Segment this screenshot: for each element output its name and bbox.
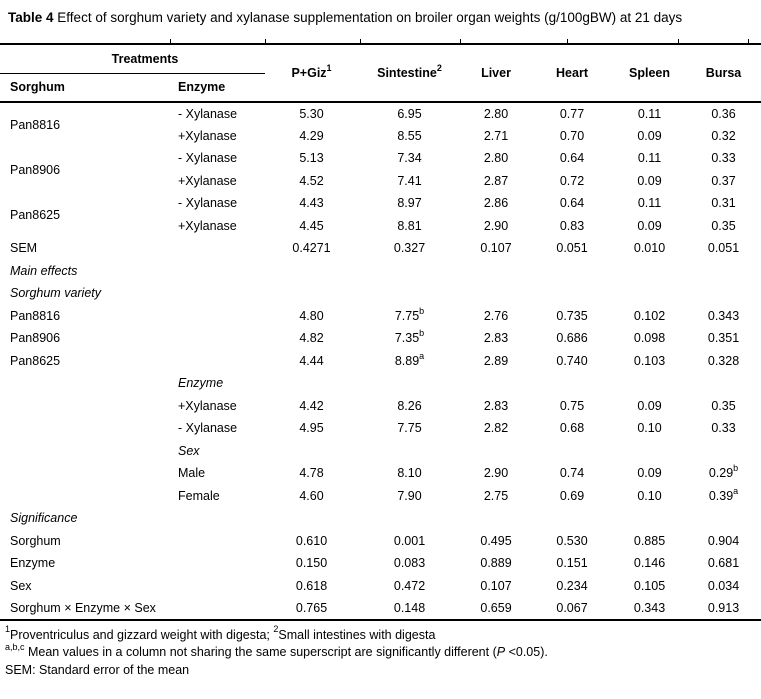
value-cell: 0.530 xyxy=(556,533,588,548)
value-cell: 8.97 xyxy=(397,196,422,211)
value-cell: 0.09 xyxy=(637,398,662,413)
value-cell: 2.83 xyxy=(483,398,509,413)
table-row xyxy=(0,417,761,440)
organ-header-label: Bursa xyxy=(705,66,742,80)
sorghum-cell: SEM xyxy=(10,241,38,256)
value-cell: 2.80 xyxy=(483,151,509,166)
enzyme-cell: - Xylanase xyxy=(178,151,238,166)
value-cell: 2.76 xyxy=(483,308,509,323)
value-cell: 0.659 xyxy=(480,600,512,615)
table-row xyxy=(0,597,761,620)
table-number: Table 4 xyxy=(8,10,54,25)
value-cell: 4.52 xyxy=(299,173,324,188)
sorghum-cell: Pan8625 xyxy=(10,353,61,368)
value-cell: 4.95 xyxy=(299,421,324,436)
value-cell: 8.26 xyxy=(397,398,422,413)
table-container xyxy=(0,43,761,621)
organ-header-liver xyxy=(461,44,531,102)
enzyme-cell xyxy=(170,552,265,575)
value-cell: 2.89 xyxy=(483,353,509,368)
table-caption xyxy=(0,0,761,27)
value-cell: 2.75 xyxy=(483,488,509,503)
enzyme-cell xyxy=(170,237,265,260)
value-cell: 0.102 xyxy=(633,308,666,323)
table-row xyxy=(0,237,761,260)
value-cell: 0.107 xyxy=(480,578,512,593)
table-row xyxy=(0,282,761,305)
value-cell: 0.740 xyxy=(556,353,588,368)
value-cell: 0.70 xyxy=(559,128,585,143)
value-cell: 2.90 xyxy=(483,466,509,481)
table-caption-text: Effect of sorghum variety and xylanase supplementation on broiler organ weights (g/100gBW) at 21 days xyxy=(57,10,683,25)
section-label: Sorghum variety xyxy=(10,286,102,301)
value-cell: 4.45 xyxy=(299,218,324,233)
value-cell: 7.75 xyxy=(397,421,422,436)
value-cell: 0.37 xyxy=(711,173,736,188)
value-cell: 8.55 xyxy=(397,128,422,143)
table-body xyxy=(0,102,761,620)
value-cell: 7.35$^b$ xyxy=(394,328,425,346)
value-cell: 0.001 xyxy=(393,533,426,548)
value-cell: 7.34 xyxy=(397,151,422,166)
sorghum-cell xyxy=(0,462,170,485)
value-cell: 0.31 xyxy=(711,196,736,211)
section-label: Enzyme xyxy=(178,376,224,391)
value-cell: 0.68 xyxy=(559,421,585,436)
value-cell: 4.80 xyxy=(299,308,324,323)
value-cell: 4.60 xyxy=(299,488,324,503)
sorghum-cell xyxy=(0,417,170,440)
value-cell: 0.09 xyxy=(637,466,662,481)
enzyme-column-header: Enzyme xyxy=(178,80,226,95)
value-cell: 0.889 xyxy=(480,556,512,571)
value-cell: 0.150 xyxy=(295,556,328,571)
value-cell: 2.90 xyxy=(483,218,509,233)
value-cell: 6.95 xyxy=(397,106,422,121)
enzyme-cell xyxy=(170,530,265,553)
significance-superscript: a xyxy=(733,485,739,496)
value-cell: 2.87 xyxy=(483,173,509,188)
enzyme-cell: +Xylanase xyxy=(178,173,237,188)
value-cell: 0.33 xyxy=(711,151,736,166)
enzyme-cell: +Xylanase xyxy=(178,128,237,143)
value-cell: 0.36 xyxy=(711,106,736,121)
sorghum-cell: Sorghum xyxy=(10,533,61,548)
organ-header-bursa xyxy=(686,44,761,102)
significance-superscript: b xyxy=(419,305,425,316)
table-row xyxy=(0,102,761,125)
value-cell: 0.39$^a$ xyxy=(708,485,739,503)
table-row xyxy=(0,147,761,170)
value-cell: 2.86 xyxy=(483,196,509,211)
value-cell: 4.42 xyxy=(299,398,324,413)
value-cell: 0.351 xyxy=(707,331,740,346)
value-cell: 4.78 xyxy=(299,466,324,481)
sorghum-cell xyxy=(0,485,170,508)
enzyme-cell xyxy=(170,597,265,620)
table-row xyxy=(0,327,761,350)
value-cell: 8.89$^a$ xyxy=(394,350,425,368)
value-cell: 0.686 xyxy=(556,331,588,346)
sorghum-cell: Pan8816 xyxy=(10,118,61,132)
value-cell: 0.09 xyxy=(637,128,662,143)
sorghum-cell xyxy=(0,395,170,418)
value-cell: 0.151 xyxy=(556,556,588,571)
value-cell: 0.09 xyxy=(637,218,662,233)
value-cell: 0.103 xyxy=(633,353,666,368)
value-cell: 2.82 xyxy=(483,421,509,436)
organ-header-spleen xyxy=(613,44,686,102)
value-cell: 4.82 xyxy=(299,331,324,346)
value-cell: 7.75$^b$ xyxy=(394,305,425,323)
value-cell: 0.33 xyxy=(711,421,736,436)
table-row xyxy=(0,305,761,328)
value-cell: 0.328 xyxy=(707,353,740,368)
organ-header-label: Heart xyxy=(556,66,588,80)
value-cell: 8.10 xyxy=(397,466,422,481)
sorghum-cell: Sex xyxy=(10,578,32,593)
enzyme-cell: Male xyxy=(178,466,206,481)
value-cell: 0.913 xyxy=(707,600,740,615)
organ-header-label: Liver xyxy=(481,66,511,80)
enzyme-cell: - Xylanase xyxy=(178,196,238,211)
value-cell: 0.681 xyxy=(707,556,740,571)
section-label: Significance xyxy=(10,511,78,526)
value-cell: 0.327 xyxy=(393,241,426,256)
table-row xyxy=(0,552,761,575)
value-cell: 5.13 xyxy=(299,151,324,166)
table-row xyxy=(0,440,761,463)
value-cell: 0.146 xyxy=(633,556,666,571)
value-cell: 0.051 xyxy=(707,241,740,256)
value-cell: 0.904 xyxy=(707,533,740,548)
value-cell: 0.11 xyxy=(637,106,662,121)
value-cell: 0.148 xyxy=(393,600,426,615)
organ-header-sintestine xyxy=(358,44,461,102)
enzyme-cell: +Xylanase xyxy=(178,218,237,233)
sorghum-cell: Pan8906 xyxy=(10,331,61,346)
value-cell: 0.64 xyxy=(559,151,585,166)
value-cell: 4.29 xyxy=(299,128,324,143)
value-cell: 0.618 xyxy=(295,578,328,593)
organ-header-label: Spleen xyxy=(629,66,671,80)
value-cell: 0.885 xyxy=(633,533,666,548)
enzyme-cell xyxy=(170,350,265,373)
value-cell: 7.90 xyxy=(397,488,422,503)
significance-superscript: b xyxy=(733,463,739,474)
footnote: $^1$Proventriculus and gizzard weight with digesta; $^2$Small intestines with digesta xyxy=(5,624,436,642)
value-cell: 0.034 xyxy=(707,578,740,593)
sorghum-cell: Pan8906 xyxy=(10,162,61,177)
value-cell: 0.11 xyxy=(637,196,662,211)
sorghum-cell: Pan8625 xyxy=(10,207,61,222)
table-row xyxy=(0,192,761,215)
enzyme-cell xyxy=(170,305,265,328)
value-cell: 0.107 xyxy=(480,241,512,256)
table-row xyxy=(0,350,761,373)
organ-header-label: P+Giz xyxy=(291,66,327,80)
value-cell: 0.343 xyxy=(633,600,666,615)
table-row xyxy=(0,372,761,395)
table-row xyxy=(0,507,761,530)
value-cell: 0.75 xyxy=(559,398,585,413)
value-cell: 8.81 xyxy=(397,218,422,233)
sorghum-cell: Pan8816 xyxy=(10,308,61,323)
value-cell: 0.343 xyxy=(707,308,740,323)
value-cell: 0.234 xyxy=(556,578,588,593)
header-row-treatments xyxy=(0,44,761,73)
footnote-italic: P xyxy=(496,645,506,659)
value-cell: 2.83 xyxy=(483,331,509,346)
value-cell: 0.35 xyxy=(711,398,736,413)
value-cell: 0.32 xyxy=(711,128,736,143)
value-cell: 2.71 xyxy=(483,128,509,143)
value-cell: 2.80 xyxy=(483,106,509,121)
enzyme-cell: - Xylanase xyxy=(178,106,238,121)
value-cell: 0.09 xyxy=(637,173,662,188)
enzyme-cell xyxy=(170,575,265,598)
footnote-superscript: 1 xyxy=(5,624,11,635)
organ-header-sup: 1 xyxy=(326,62,332,73)
table-row xyxy=(0,260,761,283)
organ-header-sup: 2 xyxy=(436,62,442,73)
organ-weights-table xyxy=(0,43,761,621)
value-cell: 0.051 xyxy=(556,241,588,256)
value-cell: 5.30 xyxy=(299,106,324,121)
value-cell: 4.44 xyxy=(299,353,324,368)
treatments-header: Treatments xyxy=(0,44,265,73)
enzyme-cell: Female xyxy=(178,488,220,503)
table-row xyxy=(0,462,761,485)
value-cell: 4.43 xyxy=(299,196,324,211)
value-cell: 0.69 xyxy=(559,488,585,503)
section-label: Sex xyxy=(178,443,200,458)
enzyme-cell: - Xylanase xyxy=(178,421,238,436)
value-cell: 0.735 xyxy=(556,308,588,323)
table-row xyxy=(0,395,761,418)
footnote-superscript: a,b,c xyxy=(5,641,25,652)
value-cell: 0.610 xyxy=(295,533,328,548)
value-cell: 0.067 xyxy=(556,600,588,615)
footnote-superscript: 2 xyxy=(273,624,279,635)
value-cell: 0.72 xyxy=(559,173,585,188)
value-cell: 0.105 xyxy=(633,578,666,593)
value-cell: 0.495 xyxy=(480,533,512,548)
table-header xyxy=(0,44,761,102)
value-cell: 0.35 xyxy=(711,218,736,233)
value-cell: 0.765 xyxy=(295,600,328,615)
organ-header-pgiz xyxy=(265,44,358,102)
footnote: $^{a,b,c}$ Mean values in a column not sharing the same superscript are significantly different (P <0.05). xyxy=(5,641,548,659)
organ-header-label: Sintestine xyxy=(377,66,437,80)
section-label: Main effects xyxy=(10,263,78,278)
value-cell: 0.010 xyxy=(633,241,666,256)
value-cell: 0.098 xyxy=(633,331,666,346)
significance-superscript: a xyxy=(419,350,425,361)
sorghum-column-header: Sorghum xyxy=(10,80,65,95)
value-cell: 0.77 xyxy=(559,106,585,121)
significance-superscript: b xyxy=(419,328,425,339)
column-boundary-ticks xyxy=(0,39,761,43)
value-cell: 0.74 xyxy=(559,466,585,481)
value-cell: 0.83 xyxy=(559,218,585,233)
footnote: SEM: Standard error of the mean xyxy=(5,662,190,677)
value-cell: 0.10 xyxy=(637,421,662,436)
table-row xyxy=(0,485,761,508)
value-cell: 0.083 xyxy=(393,556,426,571)
sorghum-cell: Enzyme xyxy=(10,556,56,571)
enzyme-cell xyxy=(170,327,265,350)
value-cell: 0.29$^b$ xyxy=(708,463,739,481)
value-cell: 7.41 xyxy=(397,173,422,188)
value-cell: 0.10 xyxy=(637,488,662,503)
enzyme-cell: +Xylanase xyxy=(178,398,237,413)
value-cell: 0.472 xyxy=(393,578,426,593)
value-cell: 0.64 xyxy=(559,196,585,211)
value-cell: 0.11 xyxy=(637,151,662,166)
sorghum-cell: Sorghum × Enzyme × Sex xyxy=(10,600,156,615)
table-row xyxy=(0,575,761,598)
table-row xyxy=(0,530,761,553)
organ-header-heart xyxy=(531,44,613,102)
value-cell: 0.4271 xyxy=(292,241,331,256)
footnotes xyxy=(0,621,761,680)
